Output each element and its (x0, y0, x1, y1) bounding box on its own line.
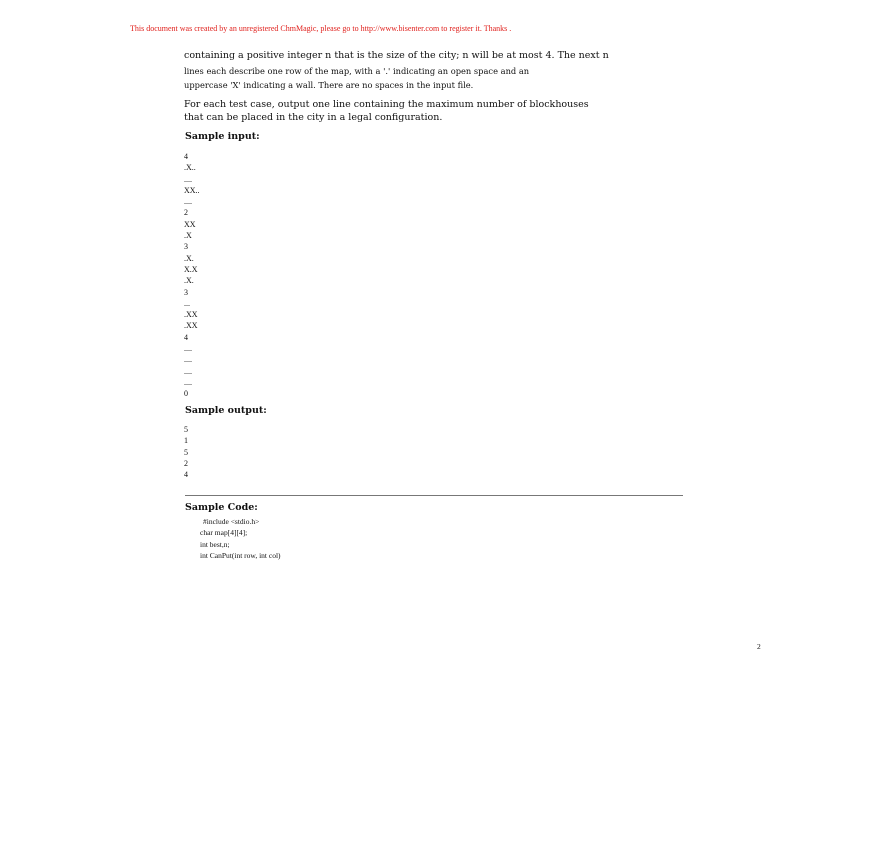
sample-input-line: XX (184, 219, 196, 229)
sample-input-heading: Sample input: (185, 131, 260, 142)
unregistered-watermark: This document was created by an unregistered ChmMagic, please go to http://www.bisenter.com to register it. Thanks . (130, 24, 512, 33)
sample-input-line: .... (184, 355, 192, 365)
sample-input-line: 3 (184, 287, 188, 297)
input-description-line-3: uppercase 'X' indicating a wall. There are no spaces in the input file. (184, 80, 474, 90)
sample-input-line: 3 (184, 242, 188, 252)
sample-input-line: .... (184, 197, 192, 207)
output-description-line-2: that can be placed in the city in a legal configuration. (184, 112, 443, 123)
sample-output-line: 4 (184, 470, 188, 480)
sample-input-block (184, 151, 200, 400)
sample-output-block (184, 424, 188, 480)
sample-output-line: 5 (184, 425, 188, 434)
input-description-line-2: lines each describe one row of the map, with a '.' indicating an open space and an (184, 66, 530, 76)
output-description-line-1: For each test case, output one line containing the maximum number of blockhouses (184, 99, 589, 110)
sample-output-line: 2 (184, 458, 188, 468)
sample-input-line: 4 (184, 332, 188, 342)
sample-code-heading: Sample Code: (185, 502, 258, 513)
sample-input-line: X.X (184, 264, 198, 274)
sample-input-line: .XX (184, 321, 198, 331)
code-line: #include <stdio.h> (203, 517, 260, 526)
sample-input-line: .... (184, 344, 192, 354)
sample-input-line: .... (184, 377, 192, 387)
sample-input-line: ... (184, 298, 190, 308)
code-line: char map[4][4]; (200, 528, 248, 538)
sample-input-line: .... (184, 366, 192, 376)
sample-input-line: XX.. (184, 185, 200, 195)
sample-input-line: .X.. (184, 163, 196, 173)
sample-input-line: 2 (184, 208, 188, 218)
sample-input-line: .XX (184, 310, 198, 320)
horizontal-rule (185, 495, 683, 496)
sample-input-line: .X (184, 231, 192, 241)
input-description-line-1: containing a positive integer n that is the size of the city; n will be at most 4. The next n (184, 50, 609, 61)
sample-output-heading: Sample output: (185, 405, 267, 416)
code-line: int CanPut(int row, int col) (200, 550, 281, 560)
sample-output-line: 5 (184, 447, 188, 457)
sample-input-line: .... (184, 174, 192, 184)
sample-code-block (200, 516, 281, 561)
page-number: 2 (757, 642, 761, 651)
code-line: int best,n; (200, 539, 230, 549)
sample-output-line: 1 (184, 436, 188, 446)
sample-input-line: 0 (184, 389, 188, 399)
sample-input-line: 4 (184, 152, 188, 161)
sample-input-line: .X. (184, 253, 194, 263)
sample-input-line: .X. (184, 276, 194, 286)
